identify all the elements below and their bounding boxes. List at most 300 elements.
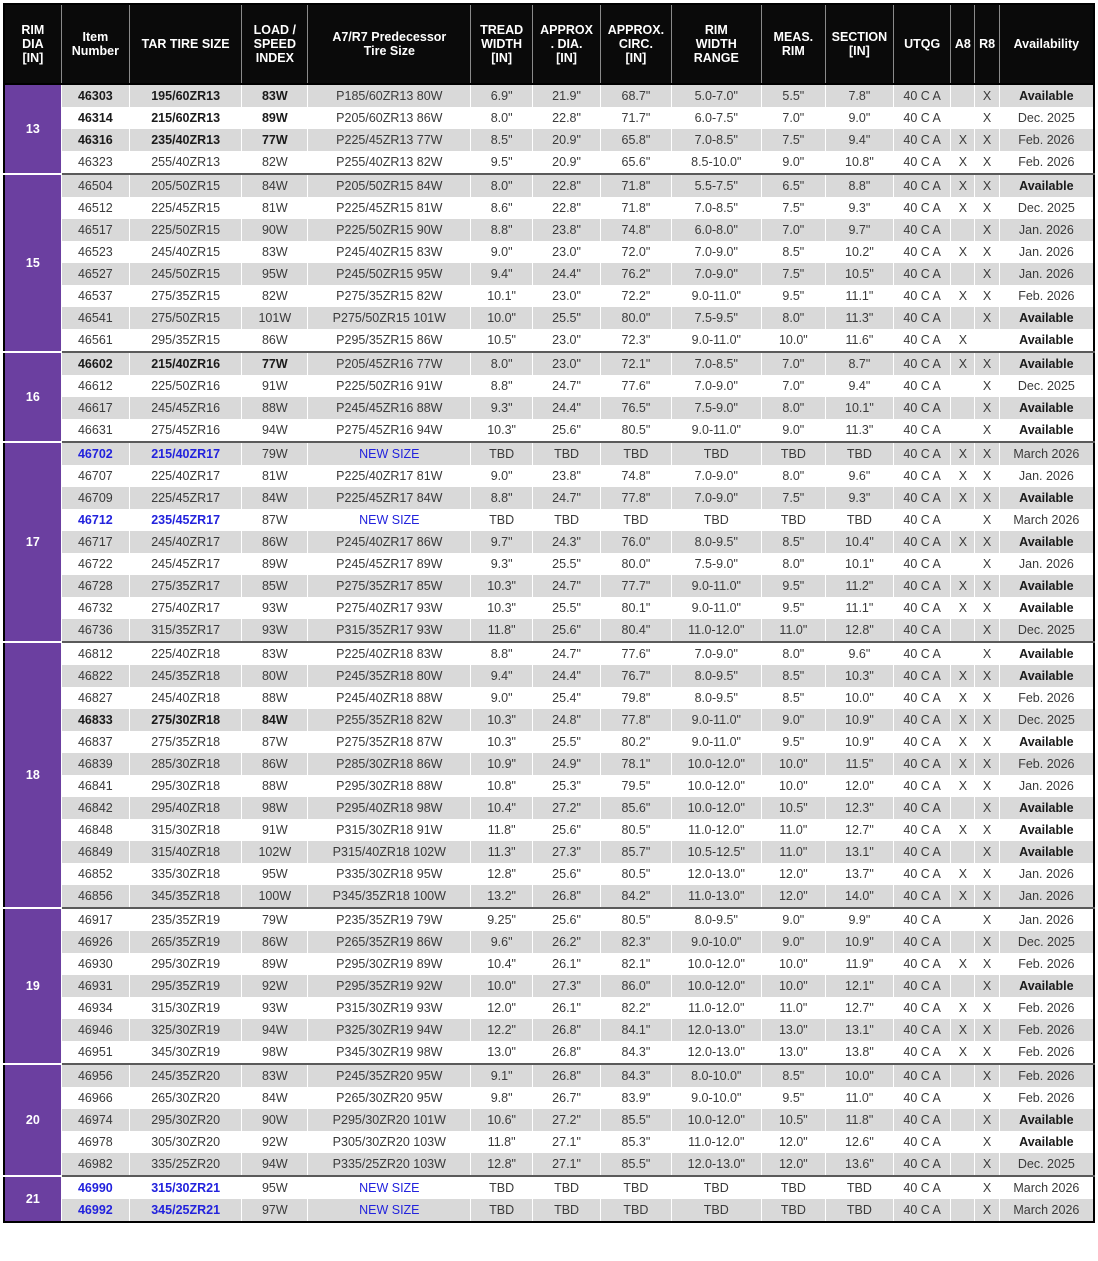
cell-item: 46517 [61, 219, 129, 241]
table-row[interactable] [4, 753, 1094, 775]
cell-load: 89W [242, 553, 308, 575]
cell-pred: P255/40ZR13 82W [308, 151, 471, 174]
cell-tread: 10.0" [471, 975, 533, 997]
cell-utqg: 40 C A [894, 307, 951, 329]
cell-r8: X [975, 375, 999, 397]
cell-a8 [951, 219, 975, 241]
cell-tar: 315/40ZR18 [130, 841, 242, 863]
cell-tar: 245/35ZR18 [130, 665, 242, 687]
cell-load: 88W [242, 687, 308, 709]
cell-sect: 10.1" [825, 397, 893, 419]
table-row[interactable] [4, 285, 1094, 307]
table-row[interactable] [4, 619, 1094, 642]
cell-a8 [951, 1176, 975, 1199]
cell-tar: 295/30ZR20 [130, 1109, 242, 1131]
cell-rwr: 7.5-9.5" [671, 307, 761, 329]
cell-sect: 9.4" [825, 375, 893, 397]
table-row[interactable] [4, 465, 1094, 487]
cell-rwr: TBD [671, 1176, 761, 1199]
cell-circ: 76.0" [601, 531, 671, 553]
cell-rwr: 9.0-10.0" [671, 1087, 761, 1109]
cell-meas: 13.0" [761, 1019, 825, 1041]
cell-r8: X [975, 419, 999, 442]
cell-tar: 225/45ZR15 [130, 197, 242, 219]
cell-utqg: 40 C A [894, 442, 951, 465]
cell-r8: X [975, 531, 999, 553]
table-row[interactable] [4, 775, 1094, 797]
table-row[interactable] [4, 1041, 1094, 1064]
cell-circ: 80.5" [601, 863, 671, 885]
table-row[interactable] [4, 442, 1094, 465]
cell-utqg: 40 C A [894, 753, 951, 775]
cell-meas: 10.5" [761, 1109, 825, 1131]
cell-circ: 84.1" [601, 1019, 671, 1041]
cell-dia: TBD [532, 509, 600, 531]
table-row[interactable] [4, 241, 1094, 263]
cell-a8: X [951, 531, 975, 553]
cell-circ: 82.1" [601, 953, 671, 975]
cell-tread: 9.3" [471, 553, 533, 575]
cell-rwr: 9.0-11.0" [671, 419, 761, 442]
cell-tread: TBD [471, 509, 533, 531]
cell-tread: 8.0" [471, 174, 533, 197]
column-header-tar: TAR TIRE SIZE [130, 4, 242, 84]
cell-circ: 79.8" [601, 687, 671, 709]
cell-pred: P275/35ZR17 85W [308, 575, 471, 597]
cell-sect: 12.7" [825, 997, 893, 1019]
cell-circ: 80.1" [601, 597, 671, 619]
cell-avail: Available [999, 531, 1094, 553]
cell-item: 46512 [61, 197, 129, 219]
cell-item: 46917 [61, 908, 129, 931]
cell-meas: 10.5" [761, 797, 825, 819]
cell-pred: P295/30ZR18 88W [308, 775, 471, 797]
table-row[interactable] [4, 1019, 1094, 1041]
cell-tread: 6.9" [471, 84, 533, 107]
cell-pred: NEW SIZE [308, 1176, 471, 1199]
cell-circ: 80.5" [601, 819, 671, 841]
table-row[interactable] [4, 597, 1094, 619]
table-row[interactable] [4, 1064, 1094, 1087]
cell-tread: 11.3" [471, 841, 533, 863]
cell-circ: 71.8" [601, 174, 671, 197]
cell-dia: 26.1" [532, 953, 600, 975]
cell-dia: 27.2" [532, 797, 600, 819]
cell-tread: 10.1" [471, 285, 533, 307]
cell-sect: 11.6" [825, 329, 893, 352]
cell-avail: Available [999, 797, 1094, 819]
column-header-pred: A7/R7 Predecessor Tire Size [308, 4, 471, 84]
table-row[interactable] [4, 151, 1094, 174]
table-row[interactable] [4, 197, 1094, 219]
cell-meas: 8.5" [761, 531, 825, 553]
table-row[interactable] [4, 687, 1094, 709]
cell-rwr: 11.0-13.0" [671, 885, 761, 908]
cell-pred: P295/40ZR18 98W [308, 797, 471, 819]
cell-circ: 80.5" [601, 908, 671, 931]
table-row[interactable] [4, 329, 1094, 352]
cell-sect: 11.2" [825, 575, 893, 597]
table-row[interactable] [4, 1131, 1094, 1153]
cell-avail: Available [999, 642, 1094, 665]
cell-circ: 86.0" [601, 975, 671, 997]
cell-rwr: 8.0-9.5" [671, 908, 761, 931]
cell-tar: 225/50ZR16 [130, 375, 242, 397]
cell-circ: 76.2" [601, 263, 671, 285]
cell-item: 46848 [61, 819, 129, 841]
cell-dia: 26.7" [532, 1087, 600, 1109]
table-row[interactable] [4, 841, 1094, 863]
cell-dia: 24.4" [532, 665, 600, 687]
rim-diameter-group-20: 20 [4, 1064, 61, 1176]
table-row[interactable] [4, 84, 1094, 107]
cell-dia: 20.9" [532, 151, 600, 174]
cell-r8: X [975, 841, 999, 863]
cell-load: 101W [242, 307, 308, 329]
cell-tar: 225/45ZR17 [130, 487, 242, 509]
cell-pred: P245/45ZR16 88W [308, 397, 471, 419]
table-row[interactable] [4, 953, 1094, 975]
cell-a8: X [951, 687, 975, 709]
cell-dia: 26.8" [532, 1019, 600, 1041]
cell-load: 86W [242, 531, 308, 553]
cell-r8: X [975, 775, 999, 797]
cell-r8: X [975, 1153, 999, 1176]
cell-pred: P265/35ZR19 86W [308, 931, 471, 953]
cell-circ: 72.1" [601, 352, 671, 375]
table-row[interactable] [4, 797, 1094, 819]
table-row[interactable] [4, 709, 1094, 731]
cell-item: 46833 [61, 709, 129, 731]
table-row[interactable] [4, 863, 1094, 885]
cell-item: 46728 [61, 575, 129, 597]
cell-r8: X [975, 665, 999, 687]
cell-load: 84W [242, 487, 308, 509]
cell-load: 82W [242, 151, 308, 174]
cell-pred: P325/30ZR19 94W [308, 1019, 471, 1041]
cell-rwr: 8.0-10.0" [671, 1064, 761, 1087]
cell-avail: Dec. 2025 [999, 619, 1094, 642]
cell-pred: NEW SIZE [308, 1199, 471, 1222]
cell-load: 83W [242, 642, 308, 665]
table-row[interactable] [4, 375, 1094, 397]
table-row[interactable] [4, 908, 1094, 931]
cell-tread: 10.5" [471, 329, 533, 352]
cell-dia: 24.4" [532, 263, 600, 285]
cell-r8: X [975, 885, 999, 908]
cell-circ: TBD [601, 509, 671, 531]
cell-utqg: 40 C A [894, 352, 951, 375]
cell-rwr: 9.0-11.0" [671, 575, 761, 597]
table-row[interactable] [4, 642, 1094, 665]
table-row[interactable] [4, 885, 1094, 908]
cell-item: 46631 [61, 419, 129, 442]
cell-rwr: 10.0-12.0" [671, 1109, 761, 1131]
cell-a8: X [951, 953, 975, 975]
cell-tread: 10.4" [471, 797, 533, 819]
table-row[interactable] [4, 397, 1094, 419]
cell-dia: 24.8" [532, 709, 600, 731]
cell-r8: X [975, 442, 999, 465]
cell-meas: 10.0" [761, 329, 825, 352]
cell-dia: 24.9" [532, 753, 600, 775]
cell-a8 [951, 307, 975, 329]
cell-rwr: 12.0-13.0" [671, 1041, 761, 1064]
cell-rwr: 7.0-9.0" [671, 465, 761, 487]
cell-r8 [975, 329, 999, 352]
cell-circ: 71.8" [601, 197, 671, 219]
cell-rwr: 7.0-9.0" [671, 642, 761, 665]
cell-load: 95W [242, 263, 308, 285]
cell-tar: 245/40ZR17 [130, 531, 242, 553]
cell-utqg: 40 C A [894, 1064, 951, 1087]
table-row[interactable] [4, 665, 1094, 687]
cell-circ: 84.2" [601, 885, 671, 908]
cell-tar: 195/60ZR13 [130, 84, 242, 107]
cell-pred: P225/45ZR17 84W [308, 487, 471, 509]
cell-pred: NEW SIZE [308, 442, 471, 465]
cell-load: 93W [242, 597, 308, 619]
cell-a8: X [951, 285, 975, 307]
cell-utqg: 40 C A [894, 465, 951, 487]
cell-utqg: 40 C A [894, 797, 951, 819]
cell-avail: Available [999, 307, 1094, 329]
table-row[interactable] [4, 487, 1094, 509]
cell-item: 46982 [61, 1153, 129, 1176]
cell-sect: 10.1" [825, 553, 893, 575]
cell-tread: 10.3" [471, 731, 533, 753]
cell-pred: P295/30ZR20 101W [308, 1109, 471, 1131]
cell-a8: X [951, 197, 975, 219]
cell-avail: Available [999, 1131, 1094, 1153]
cell-item: 46537 [61, 285, 129, 307]
cell-rwr: 12.0-13.0" [671, 863, 761, 885]
cell-dia: 27.3" [532, 975, 600, 997]
cell-avail: Jan. 2026 [999, 775, 1094, 797]
cell-pred: P275/35ZR15 82W [308, 285, 471, 307]
table-row[interactable] [4, 419, 1094, 442]
cell-avail: Jan. 2026 [999, 465, 1094, 487]
table-row[interactable] [4, 1087, 1094, 1109]
cell-meas: 10.0" [761, 975, 825, 997]
cell-r8: X [975, 797, 999, 819]
cell-dia: 23.0" [532, 285, 600, 307]
cell-r8: X [975, 84, 999, 107]
table-row[interactable] [4, 1199, 1094, 1222]
table-row[interactable] [4, 352, 1094, 375]
table-row[interactable] [4, 575, 1094, 597]
cell-tar: 245/45ZR17 [130, 553, 242, 575]
cell-tread: 9.1" [471, 1064, 533, 1087]
cell-dia: 27.2" [532, 1109, 600, 1131]
cell-avail: Feb. 2026 [999, 129, 1094, 151]
cell-load: 97W [242, 1199, 308, 1222]
cell-a8: X [951, 352, 975, 375]
cell-avail: Jan. 2026 [999, 241, 1094, 263]
table-row[interactable] [4, 553, 1094, 575]
table-row[interactable] [4, 1176, 1094, 1199]
table-row[interactable] [4, 307, 1094, 329]
cell-dia: 20.9" [532, 129, 600, 151]
cell-a8: X [951, 575, 975, 597]
cell-r8: X [975, 1087, 999, 1109]
cell-item: 46323 [61, 151, 129, 174]
cell-rwr: 7.0-9.0" [671, 487, 761, 509]
cell-load: 98W [242, 797, 308, 819]
cell-dia: 26.8" [532, 1041, 600, 1064]
cell-utqg: 40 C A [894, 619, 951, 642]
cell-avail: March 2026 [999, 1176, 1094, 1199]
cell-dia: 23.0" [532, 241, 600, 263]
table-row[interactable] [4, 509, 1094, 531]
cell-circ: 85.7" [601, 841, 671, 863]
cell-sect: 10.0" [825, 1064, 893, 1087]
cell-avail: Dec. 2025 [999, 107, 1094, 129]
cell-sect: TBD [825, 509, 893, 531]
cell-rwr: TBD [671, 442, 761, 465]
cell-utqg: 40 C A [894, 997, 951, 1019]
column-header-a8: A8 [951, 4, 975, 84]
cell-tar: 285/30ZR18 [130, 753, 242, 775]
cell-meas: 8.5" [761, 687, 825, 709]
cell-meas: 11.0" [761, 997, 825, 1019]
cell-rwr: 5.5-7.5" [671, 174, 761, 197]
cell-dia: 26.8" [532, 1064, 600, 1087]
cell-tar: 275/35ZR15 [130, 285, 242, 307]
table-row[interactable] [4, 819, 1094, 841]
cell-tar: 245/35ZR20 [130, 1064, 242, 1087]
column-header-meas: MEAS. RIM [761, 4, 825, 84]
table-row[interactable] [4, 975, 1094, 997]
cell-sect: 13.7" [825, 863, 893, 885]
cell-circ: 79.5" [601, 775, 671, 797]
table-row[interactable] [4, 263, 1094, 285]
cell-meas: 9.0" [761, 151, 825, 174]
cell-rwr: 7.0-8.5" [671, 352, 761, 375]
cell-item: 46314 [61, 107, 129, 129]
cell-utqg: 40 C A [894, 975, 951, 997]
cell-pred: P225/50ZR15 90W [308, 219, 471, 241]
cell-sect: 12.1" [825, 975, 893, 997]
cell-avail: Available [999, 819, 1094, 841]
cell-tread: 9.4" [471, 665, 533, 687]
cell-item: 46709 [61, 487, 129, 509]
table-row[interactable] [4, 997, 1094, 1019]
cell-tar: 275/50ZR15 [130, 307, 242, 329]
cell-tar: 345/30ZR19 [130, 1041, 242, 1064]
cell-pred: P205/60ZR13 86W [308, 107, 471, 129]
cell-meas: 9.0" [761, 709, 825, 731]
cell-a8 [951, 1064, 975, 1087]
cell-meas: 8.0" [761, 642, 825, 665]
cell-avail: Available [999, 665, 1094, 687]
cell-dia: 25.4" [532, 687, 600, 709]
cell-r8: X [975, 107, 999, 129]
cell-item: 46712 [61, 509, 129, 531]
cell-utqg: 40 C A [894, 1019, 951, 1041]
cell-pred: P315/30ZR18 91W [308, 819, 471, 841]
cell-utqg: 40 C A [894, 1131, 951, 1153]
cell-r8: X [975, 1041, 999, 1064]
cell-utqg: 40 C A [894, 819, 951, 841]
cell-r8: X [975, 151, 999, 174]
cell-circ: TBD [601, 1199, 671, 1222]
cell-a8 [951, 797, 975, 819]
cell-r8: X [975, 487, 999, 509]
cell-dia: 23.8" [532, 465, 600, 487]
cell-dia: 22.8" [532, 107, 600, 129]
cell-pred: P245/50ZR15 95W [308, 263, 471, 285]
table-row[interactable] [4, 931, 1094, 953]
cell-sect: 13.8" [825, 1041, 893, 1064]
cell-a8: X [951, 885, 975, 908]
cell-load: 92W [242, 1131, 308, 1153]
cell-tread: TBD [471, 442, 533, 465]
table-row[interactable] [4, 731, 1094, 753]
table-row[interactable] [4, 531, 1094, 553]
cell-tread: 12.8" [471, 1153, 533, 1176]
cell-r8: X [975, 174, 999, 197]
table-row[interactable] [4, 1153, 1094, 1176]
cell-rwr: 7.0-9.0" [671, 263, 761, 285]
header-row [4, 4, 1094, 84]
cell-meas: 8.0" [761, 553, 825, 575]
cell-sect: 8.8" [825, 174, 893, 197]
cell-pred: P245/40ZR18 88W [308, 687, 471, 709]
table-row[interactable] [4, 1109, 1094, 1131]
cell-load: 79W [242, 908, 308, 931]
cell-rwr: 6.0-7.5" [671, 107, 761, 129]
cell-sect: TBD [825, 1199, 893, 1222]
cell-rwr: 11.0-12.0" [671, 819, 761, 841]
cell-rwr: TBD [671, 509, 761, 531]
cell-tread: 11.8" [471, 819, 533, 841]
cell-load: 98W [242, 1041, 308, 1064]
cell-dia: 24.3" [532, 531, 600, 553]
cell-utqg: 40 C A [894, 285, 951, 307]
cell-tread: 9.6" [471, 931, 533, 953]
table-row[interactable] [4, 219, 1094, 241]
cell-a8 [951, 509, 975, 531]
cell-tread: 13.0" [471, 1041, 533, 1064]
cell-circ: 68.7" [601, 84, 671, 107]
table-row[interactable] [4, 129, 1094, 151]
cell-avail: Dec. 2025 [999, 709, 1094, 731]
cell-r8: X [975, 129, 999, 151]
cell-tread: TBD [471, 1176, 533, 1199]
cell-tar: 235/45ZR17 [130, 509, 242, 531]
cell-tread: 8.0" [471, 107, 533, 129]
cell-dia: 23.0" [532, 352, 600, 375]
cell-rwr: 10.0-12.0" [671, 975, 761, 997]
cell-utqg: 40 C A [894, 841, 951, 863]
cell-tread: 9.5" [471, 151, 533, 174]
cell-avail: Dec. 2025 [999, 1153, 1094, 1176]
cell-a8: X [951, 1019, 975, 1041]
cell-tar: 215/40ZR16 [130, 352, 242, 375]
cell-meas: 9.0" [761, 931, 825, 953]
cell-item: 46527 [61, 263, 129, 285]
cell-avail: Jan. 2026 [999, 553, 1094, 575]
cell-item: 46946 [61, 1019, 129, 1041]
table-row[interactable] [4, 174, 1094, 197]
cell-load: 87W [242, 731, 308, 753]
cell-pred: P335/30ZR18 95W [308, 863, 471, 885]
cell-utqg: 40 C A [894, 531, 951, 553]
cell-sect: 9.4" [825, 129, 893, 151]
table-row[interactable] [4, 107, 1094, 129]
cell-dia: 27.3" [532, 841, 600, 863]
